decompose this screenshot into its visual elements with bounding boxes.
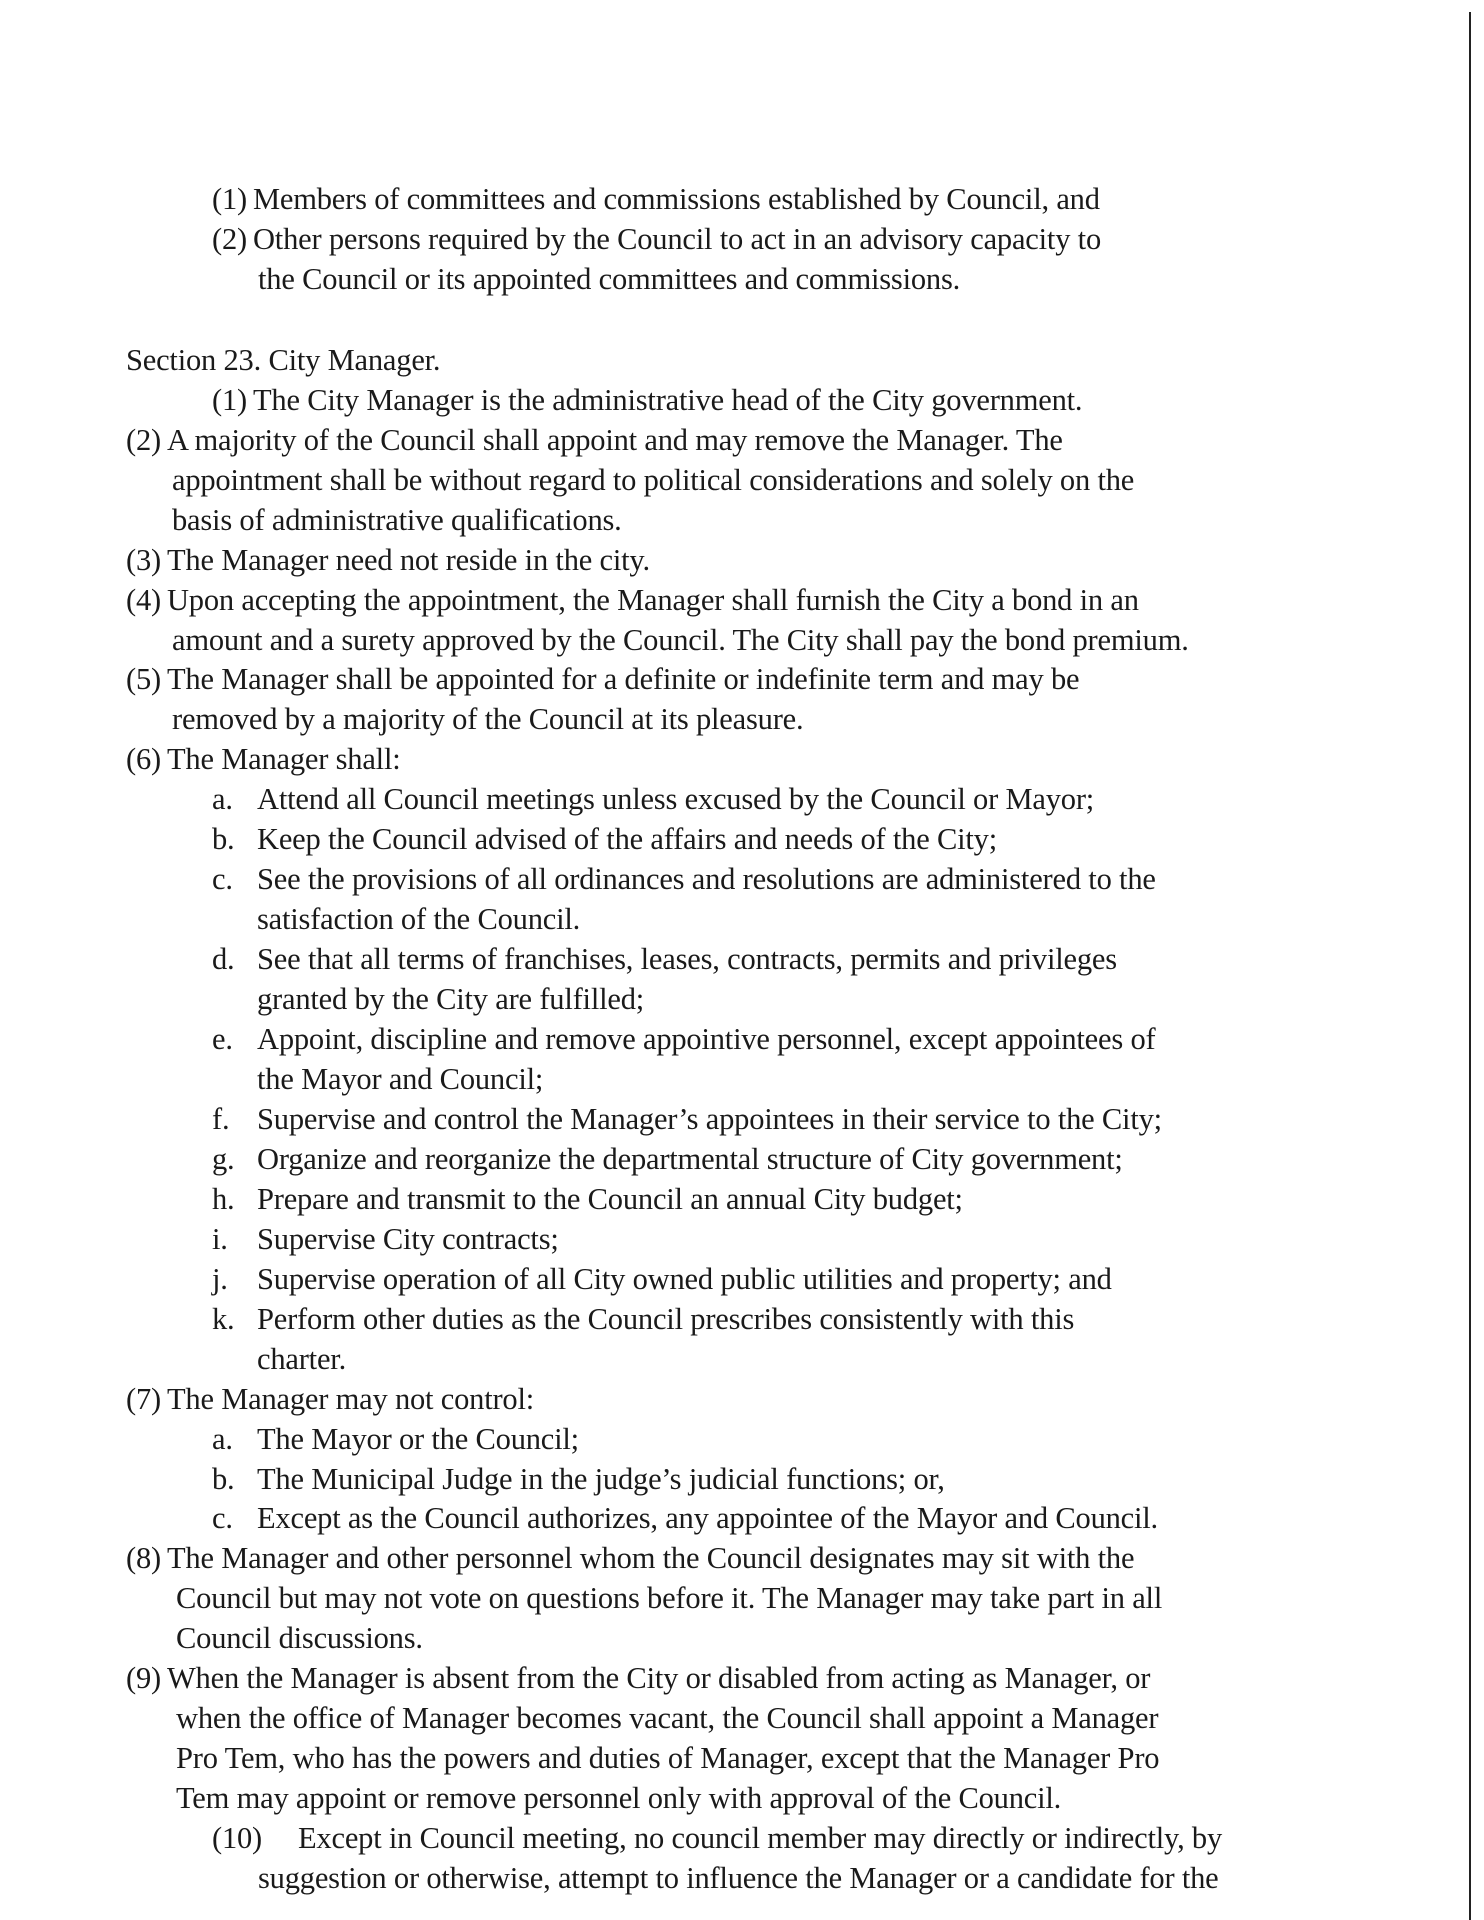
item-text: Members of committees and commissions established by Council, and: [252, 182, 1100, 216]
sub-item-label: h.: [212, 1182, 235, 1216]
sub-item-label: b.: [212, 1462, 235, 1496]
list-item: [126, 1660, 1150, 1696]
item-label: (9): [126, 1661, 161, 1695]
item-label: (10): [212, 1821, 263, 1855]
sub-item-text: The Mayor or the Council;: [257, 1422, 579, 1456]
list-item: [212, 382, 1082, 418]
sub-item-label: e.: [212, 1022, 233, 1056]
list-item: [212, 181, 1100, 217]
item-text: The Manager shall be appointed for a definite or indefinite term and may be: [166, 662, 1080, 696]
item-text: The Manager and other personnel whom the Council designates may sit with the: [166, 1541, 1135, 1575]
item-text: Upon accepting the appointment, the Manager shall furnish the City a bond in an: [166, 583, 1139, 617]
sub-item-label: c.: [212, 1501, 233, 1535]
item-text: A majority of the Council shall appoint and may remove the Manager. The: [166, 423, 1063, 457]
item-text: The City Manager is the administrative head of the City government.: [252, 383, 1083, 417]
item-text: Except in Council meeting, no council member may directly or indirectly, by: [298, 1821, 1223, 1855]
sub-item-text: Organize and reorganize the departmental structure of City government;: [257, 1142, 1123, 1176]
sub-item: [212, 1021, 1155, 1057]
list-item: [126, 582, 1139, 618]
sub-item-label: a.: [212, 782, 233, 816]
sub-item: [212, 1101, 1162, 1137]
list-item: [126, 741, 401, 777]
sub-item-text: The Municipal Judge in the judge’s judicial functions; or,: [257, 1462, 945, 1496]
item-continuation: suggestion or otherwise, attempt to influence the Manager or a candidate for the: [258, 1861, 1219, 1895]
sub-item-label: c.: [212, 862, 233, 896]
list-item: [212, 221, 1101, 257]
item-label: (8): [126, 1541, 161, 1575]
item-continuation: appointment shall be without regard to political considerations and solely on the: [172, 463, 1135, 497]
sub-item-label: b.: [212, 822, 235, 856]
sub-item-text: Perform other duties as the Council prescribes consistently with this: [257, 1302, 1075, 1336]
item-label: (4): [126, 583, 161, 617]
sub-item-text: Keep the Council advised of the affairs and needs of the City;: [257, 822, 998, 856]
sub-item-continuation: granted by the City are fulfilled;: [257, 982, 645, 1016]
list-item: [126, 422, 1063, 458]
sub-item: [212, 821, 997, 857]
item-label: (1): [212, 182, 247, 216]
item-continuation: when the office of Manager becomes vacant, the Council shall appoint a Manager: [176, 1701, 1159, 1735]
item-continuation: the Council or its appointed committees and commissions.: [258, 262, 961, 296]
sub-item: [212, 1141, 1123, 1177]
list-item: [212, 1820, 1222, 1856]
sub-item-text: See that all terms of franchises, leases, contracts, permits and privileges: [257, 942, 1117, 976]
item-label: (3): [126, 543, 161, 577]
item-label: (7): [126, 1382, 161, 1416]
item-continuation: Council discussions.: [176, 1621, 423, 1655]
page-edge-rule: [1469, 12, 1471, 1920]
sub-item: [212, 1261, 1112, 1297]
sub-item-text: See the provisions of all ordinances and resolutions are administered to the: [257, 862, 1156, 896]
sub-item-text: Supervise City contracts;: [257, 1222, 559, 1256]
list-item: [126, 1381, 534, 1417]
item-text: When the Manager is absent from the City or disabled from acting as Manager, or: [166, 1661, 1151, 1695]
sub-item: [212, 1461, 945, 1497]
item-label: (2): [126, 423, 161, 457]
sub-item-text: Prepare and transmit to the Council an annual City budget;: [257, 1182, 963, 1216]
item-text: Other persons required by the Council to act in an advisory capacity to: [252, 222, 1101, 256]
sub-item: [212, 1181, 963, 1217]
item-continuation: Tem may appoint or remove personnel only with approval of the Council.: [176, 1781, 1062, 1815]
sub-item: [212, 1221, 559, 1257]
item-label: (2): [212, 222, 247, 256]
sub-item: [212, 781, 1094, 817]
sub-item-label: j.: [212, 1262, 228, 1296]
sub-item: [212, 861, 1156, 897]
sub-item-continuation: satisfaction of the Council.: [257, 902, 581, 936]
item-label: (1): [212, 383, 247, 417]
sub-item-label: i.: [212, 1222, 228, 1256]
sub-item-label: g.: [212, 1142, 235, 1176]
item-continuation: Pro Tem, who has the powers and duties of Manager, except that the Manager Pro: [176, 1741, 1160, 1775]
item-label: (6): [126, 742, 161, 776]
sub-item-text: Supervise operation of all City owned public utilities and property; and: [257, 1262, 1112, 1296]
list-item: [126, 1540, 1134, 1576]
sub-item-continuation: charter.: [257, 1342, 346, 1376]
sub-item-label: d.: [212, 942, 235, 976]
item-text: The Manager need not reside in the city.: [166, 543, 650, 577]
sub-item-label: a.: [212, 1422, 233, 1456]
sub-item-text: Attend all Council meetings unless excused by the Council or Mayor;: [257, 782, 1095, 816]
item-text: The Manager shall:: [166, 742, 401, 776]
item-continuation: amount and a surety approved by the Council. The City shall pay the bond premium.: [172, 623, 1189, 657]
sub-item-text: Appoint, discipline and remove appointive personnel, except appointees of: [257, 1022, 1156, 1056]
sub-item: [212, 941, 1117, 977]
sub-item-label: f.: [212, 1102, 230, 1136]
sub-item: [212, 1500, 1158, 1536]
item-label: (5): [126, 662, 161, 696]
sub-item: [212, 1301, 1074, 1337]
item-continuation: Council but may not vote on questions before it. The Manager may take part in all: [176, 1581, 1163, 1615]
list-item: [126, 542, 650, 578]
sub-item-continuation: the Mayor and Council;: [257, 1062, 544, 1096]
sub-item-label: k.: [212, 1302, 235, 1336]
item-text: The Manager may not control:: [166, 1382, 535, 1416]
sub-item-text: Except as the Council authorizes, any appointee of the Mayor and Council.: [257, 1501, 1158, 1535]
item-continuation: removed by a majority of the Council at its pleasure.: [172, 702, 804, 736]
sub-item-text: Supervise and control the Manager’s appointees in their service to the City;: [257, 1102, 1162, 1136]
sub-item: [212, 1421, 579, 1457]
item-continuation: basis of administrative qualifications.: [172, 503, 622, 537]
section-heading: Section 23. City Manager.: [126, 343, 441, 377]
list-item: [126, 661, 1079, 697]
